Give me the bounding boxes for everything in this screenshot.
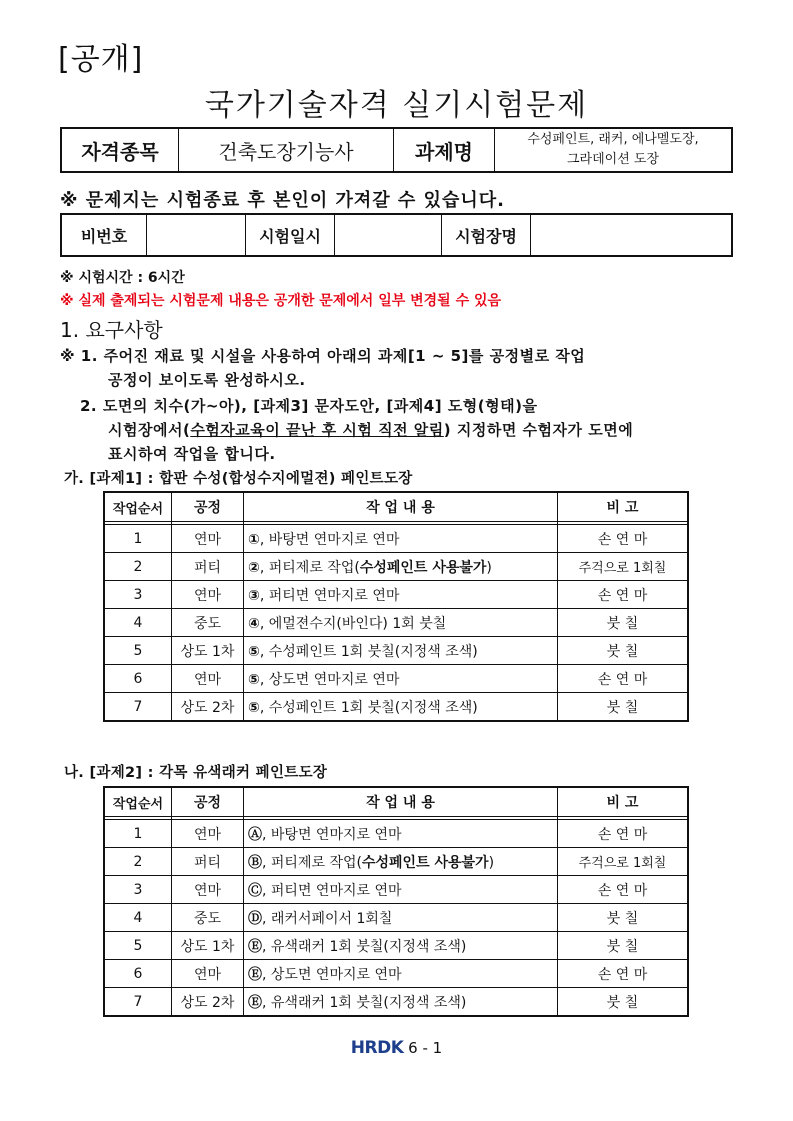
- cell-process: 중도: [172, 609, 244, 637]
- table-row: [104, 932, 688, 960]
- header-note: 비 고: [558, 787, 689, 817]
- requirement-2-underlined: 수험자교육이 끝난 후 시험 직전 알림: [190, 421, 444, 439]
- step-text: , 유색래커 1회 붓칠(지정색 조색): [262, 994, 467, 1011]
- requirement-2-line3: 표시하여 작업을 합니다.: [108, 445, 276, 463]
- cell-note: 손 연 마: [558, 525, 689, 553]
- step-mark: Ⓓ: [248, 910, 262, 927]
- cell-note: 손 연 마: [558, 820, 689, 848]
- cell-content: [244, 581, 558, 609]
- step-text: , 퍼티제로 작업(: [262, 854, 362, 871]
- step-text: , 상도면 연마지로 연마: [259, 671, 400, 688]
- cell-content: [244, 932, 558, 960]
- cell-note: 손 연 마: [558, 876, 689, 904]
- step-text: , 바탕면 연마지로 연마: [262, 826, 402, 843]
- step-text: , 퍼티면 연마지로 연마: [262, 882, 402, 899]
- take-home-notice: ※ 문제지는 시험종료 후 본인이 가져갈 수 있습니다.: [60, 190, 505, 211]
- task2-table: [103, 786, 689, 1017]
- cell-process: 연마: [172, 525, 244, 553]
- cell-content: [244, 848, 558, 876]
- step-mark: Ⓔ: [248, 966, 262, 983]
- cell-note: 주걱으로 1회칠: [558, 553, 689, 581]
- step-mark: ①: [248, 531, 260, 548]
- cell-seq: 1: [104, 820, 172, 848]
- cell-content: [244, 820, 558, 848]
- cell-process: 중도: [172, 904, 244, 932]
- cell-note: 주걱으로 1회칠: [558, 848, 689, 876]
- qualification-value: 건축도장기능사: [179, 128, 394, 172]
- cell-note: 손 연 마: [558, 665, 689, 693]
- header-process: 공정: [172, 492, 244, 522]
- step-mark: Ⓔ: [248, 938, 262, 955]
- step-text: , 수성페인트 1회 붓칠(지정색 조색): [259, 643, 478, 660]
- step-mark: ②: [248, 559, 260, 576]
- cell-note: 손 연 마: [558, 581, 689, 609]
- cell-note: 붓 칠: [558, 904, 689, 932]
- exam-place-label: 시험장명: [442, 214, 531, 256]
- table-row: [104, 820, 688, 848]
- cell-content: [244, 553, 558, 581]
- requirement-1-line2: 공정이 보이도록 완성하시오.: [108, 371, 306, 389]
- step-mark: Ⓑ: [248, 854, 262, 871]
- cell-seq: 3: [104, 876, 172, 904]
- cell-process: 연마: [172, 960, 244, 988]
- task-name-label: 과제명: [394, 128, 495, 172]
- step-text: , 유색래커 1회 붓칠(지정색 조색): [262, 938, 467, 955]
- cell-content: [244, 609, 558, 637]
- cell-seq: 4: [104, 904, 172, 932]
- cell-seq: 7: [104, 988, 172, 1017]
- requirement-1-line1: ※ 1. 주어진 재료 및 시설을 사용하여 아래의 과제[1 ~ 5]를 공정별로 작업: [60, 347, 586, 365]
- requirement-2-pre: 시험장에서(: [108, 421, 191, 439]
- cell-seq: 6: [104, 960, 172, 988]
- table-row: [104, 553, 688, 581]
- page-number: 6 - 1: [408, 1039, 443, 1057]
- task1-title: 가. [과제1] : 합판 수성(합성수지에멀젼) 페인트도장: [64, 471, 413, 487]
- step-mark: ⑤: [248, 643, 260, 660]
- hrdk-logo: HRDK: [350, 1038, 404, 1058]
- requirement-2-post: ) 지정하면 수험자가 도면에: [443, 421, 634, 439]
- requirement-2-line1: 2. 도면의 치수(가~아), [과제3] 문자도안, [과제4] 도형(형태)을: [80, 397, 538, 415]
- cell-note: 붓 칠: [558, 637, 689, 665]
- cell-seq: 7: [104, 693, 172, 722]
- qualification-label: 자격종목: [61, 128, 179, 172]
- exam-time: ※ 시험시간 : 6시간: [60, 270, 185, 286]
- cell-content: [244, 693, 558, 722]
- step-mark: ④: [248, 615, 260, 632]
- cell-seq: 5: [104, 637, 172, 665]
- step-text: , 래커서페이서 1회칠: [262, 910, 393, 927]
- step-text: , 에멀젼수지(바인다) 1회 붓칠: [259, 615, 447, 632]
- table-row: [104, 581, 688, 609]
- requirement-2-line2: [108, 419, 633, 440]
- cell-seq: 3: [104, 581, 172, 609]
- cell-process: 상도 2차: [172, 693, 244, 722]
- cell-seq: 4: [104, 609, 172, 637]
- table-row: [104, 637, 688, 665]
- header-seq: 작업순서: [104, 492, 172, 522]
- cell-content: [244, 525, 558, 553]
- cell-process: 퍼티: [172, 553, 244, 581]
- cell-process: 퍼티: [172, 848, 244, 876]
- step-mark: ⑤: [248, 699, 260, 716]
- cell-seq: 5: [104, 932, 172, 960]
- cell-content: [244, 665, 558, 693]
- step-mark: Ⓐ: [248, 826, 262, 843]
- cell-note: 붓 칠: [558, 693, 689, 722]
- cell-content: [244, 637, 558, 665]
- cell-process: 연마: [172, 665, 244, 693]
- cell-content: [244, 904, 558, 932]
- table-row: [104, 693, 688, 722]
- table-row: [104, 876, 688, 904]
- step-text: , 바탕면 연마지로 연마: [259, 531, 400, 548]
- step-text: , 상도면 연마지로 연마: [262, 966, 402, 983]
- step-close: ): [486, 559, 492, 576]
- step-mark: ③: [248, 587, 260, 604]
- cell-seq: 2: [104, 848, 172, 876]
- table-row: [104, 609, 688, 637]
- seat-number-label: 비번호: [61, 214, 147, 256]
- header-content: 작 업 내 용: [244, 492, 558, 522]
- step-mark: Ⓔ: [248, 994, 262, 1011]
- qualification-table: [60, 127, 733, 173]
- step-text: , 퍼티면 연마지로 연마: [259, 587, 400, 604]
- cell-content: [244, 988, 558, 1017]
- cell-note: 붓 칠: [558, 932, 689, 960]
- table-row: [104, 665, 688, 693]
- table-row: [104, 904, 688, 932]
- step-emphasis: 수성페인트 사용불가: [359, 559, 487, 576]
- exam-place-field[interactable]: [531, 214, 733, 256]
- cell-seq: 6: [104, 665, 172, 693]
- cell-process: 연마: [172, 876, 244, 904]
- page-title: 국가기술자격 실기시험문제: [204, 88, 589, 123]
- page-footer: [0, 1038, 793, 1058]
- table-row: [104, 848, 688, 876]
- candidate-info-table: [60, 213, 733, 257]
- step-text: , 수성페인트 1회 붓칠(지정색 조색): [259, 699, 478, 716]
- cell-note: 붓 칠: [558, 609, 689, 637]
- cell-content: [244, 960, 558, 988]
- cell-process: 상도 1차: [172, 932, 244, 960]
- task-name-line1: 수성페인트, 래커, 에나멜도장,: [527, 132, 699, 147]
- task2-title: 나. [과제2] : 각목 유색래커 페인트도장: [64, 765, 328, 781]
- step-mark: ⑤: [248, 671, 260, 688]
- header-note: 비 고: [558, 492, 689, 522]
- cell-content: [244, 876, 558, 904]
- cell-seq: 2: [104, 553, 172, 581]
- cell-process: 연마: [172, 581, 244, 609]
- header-seq: 작업순서: [104, 787, 172, 817]
- disclosure-tag: [공개]: [58, 42, 144, 77]
- cell-note: 붓 칠: [558, 988, 689, 1017]
- cell-process: 연마: [172, 820, 244, 848]
- task1-table: [103, 491, 689, 722]
- table-row: [104, 525, 688, 553]
- header-content: 작 업 내 용: [244, 787, 558, 817]
- step-mark: Ⓒ: [248, 882, 262, 899]
- section-title: 1. 요구사항: [60, 318, 163, 342]
- cell-process: 상도 1차: [172, 637, 244, 665]
- task-name-value: [495, 128, 733, 172]
- cell-seq: 1: [104, 525, 172, 553]
- header-process: 공정: [172, 787, 244, 817]
- step-close: ): [488, 854, 495, 871]
- exam-date-label: 시험일시: [246, 214, 335, 256]
- seat-number-field[interactable]: [147, 214, 246, 256]
- cell-note: 손 연 마: [558, 960, 689, 988]
- cell-process: 상도 2차: [172, 988, 244, 1017]
- change-warning: ※ 실제 출제되는 시험문제 내용은 공개한 문제에서 일부 변경될 수 있음: [60, 293, 502, 309]
- step-emphasis: 수성페인트 사용불가: [361, 854, 489, 871]
- step-text: , 퍼티제로 작업(: [259, 559, 360, 576]
- table-row: [104, 960, 688, 988]
- exam-date-field[interactable]: [335, 214, 442, 256]
- task-name-line2: 그라데이션 도장: [566, 152, 660, 167]
- table-row: [104, 988, 688, 1017]
